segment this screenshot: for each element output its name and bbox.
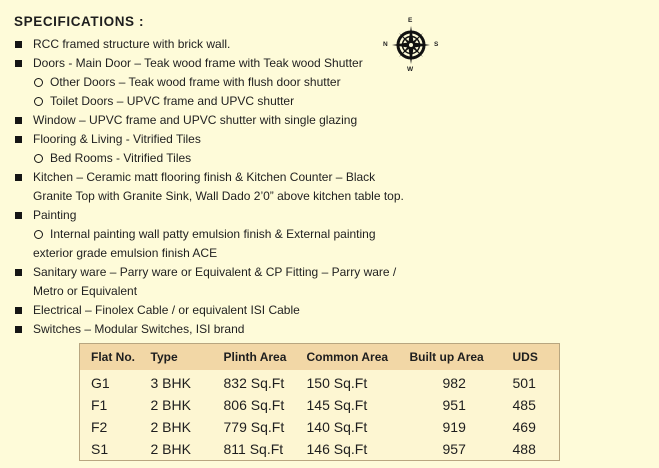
spec-item-text: Doors - Main Door – Teak wood frame with Teak wood Shutter [33, 56, 363, 70]
spec-item-text: Flooring & Living - Vitrified Tiles [33, 132, 201, 146]
compass-label-west: W [407, 66, 414, 73]
cell-plinth-area: 806 Sq.Ft [223, 397, 285, 413]
spec-item-text: Painting [33, 208, 77, 222]
header-uds: UDS [513, 344, 560, 371]
spec-item-text: Window – UPVC frame and UPVC shutter with single glazing [33, 113, 358, 127]
spec-item-text: Other Doors – Teak wood frame with flush door shutter [50, 75, 341, 89]
header-type: Type [151, 344, 224, 371]
circle-bullet-icon [34, 78, 43, 87]
table-row [80, 394, 560, 416]
spec-item-text: RCC framed structure with brick wall. [33, 37, 231, 51]
square-bullet-icon [15, 174, 22, 181]
spec-item-text: Electrical – Finolex Cable / or equivalent ISI Cable [33, 303, 300, 317]
spec-item-text: Granite Top with Granite Sink, Wall Dado 2’0” above kitchen table top. [33, 189, 404, 203]
header-common-area: Common Area [307, 344, 410, 371]
square-bullet-icon [15, 136, 22, 143]
header-built-up-area: Built up Area [410, 344, 513, 371]
square-bullet-icon [15, 60, 22, 67]
compass-icon [382, 16, 440, 74]
cell-plinth-area: 779 Sq.Ft [223, 419, 285, 435]
spec-item-text: Switches – Modular Switches, ISI brand [33, 322, 245, 336]
compass-label-south: S [434, 41, 439, 48]
circle-bullet-icon [34, 230, 43, 239]
square-bullet-icon [15, 326, 22, 333]
cell-common-area: 146 Sq.Ft [306, 441, 368, 457]
cell-flat-no: F2 [91, 419, 108, 435]
cell-built-up-area: 919 [442, 419, 466, 435]
header-flat-no: Flat No. [80, 344, 151, 371]
flat-area-table [79, 343, 560, 461]
cell-uds: 488 [512, 441, 536, 457]
cell-common-area: 140 Sq.Ft [306, 419, 368, 435]
cell-built-up-area: 951 [442, 397, 466, 413]
cell-type: 2 BHK [150, 397, 191, 413]
square-bullet-icon [15, 269, 22, 276]
cell-plinth-area: 832 Sq.Ft [223, 375, 285, 391]
cell-uds: 485 [512, 397, 536, 413]
spec-item-text: Internal painting wall patty emulsion finish & External painting [50, 227, 376, 241]
cell-uds: 501 [512, 375, 536, 391]
header-plinth-area: Plinth Area [224, 344, 307, 371]
square-bullet-icon [15, 212, 22, 219]
table-header-row [80, 344, 560, 371]
table-row [80, 416, 560, 438]
spec-item-text: Toilet Doors – UPVC frame and UPVC shutter [50, 94, 295, 108]
cell-flat-no: F1 [91, 397, 108, 413]
compass-label-north: N [383, 41, 388, 48]
cell-type: 2 BHK [150, 441, 191, 457]
cell-common-area: 145 Sq.Ft [306, 397, 368, 413]
compass-label-east: E [408, 17, 413, 24]
spec-item-text: Sanitary ware – Parry ware or Equivalent & CP Fitting – Parry ware / [33, 265, 397, 279]
table-row [80, 370, 560, 394]
cell-common-area: 150 Sq.Ft [306, 375, 368, 391]
square-bullet-icon [15, 41, 22, 48]
square-bullet-icon [15, 117, 22, 124]
square-bullet-icon [15, 307, 22, 314]
specifications-title: SPECIFICATIONS : [14, 14, 145, 29]
spec-item-text: Kitchen – Ceramic matt flooring finish & Kitchen Counter – Black [33, 170, 376, 184]
spec-item-text: Metro or Equivalent [33, 284, 138, 298]
table-row [80, 438, 560, 461]
cell-type: 2 BHK [150, 419, 191, 435]
circle-bullet-icon [34, 97, 43, 106]
cell-flat-no: G1 [91, 375, 110, 391]
cell-plinth-area: 811 Sq.Ft [223, 441, 284, 457]
cell-built-up-area: 957 [442, 441, 466, 457]
cell-type: 3 BHK [150, 375, 191, 391]
cell-built-up-area: 982 [442, 375, 466, 391]
cell-uds: 469 [512, 419, 536, 435]
cell-flat-no: S1 [91, 441, 109, 457]
spec-item-text: Bed Rooms - Vitrified Tiles [50, 151, 192, 165]
circle-bullet-icon [34, 154, 43, 163]
spec-item-text: exterior grade emulsion finish ACE [33, 246, 218, 260]
